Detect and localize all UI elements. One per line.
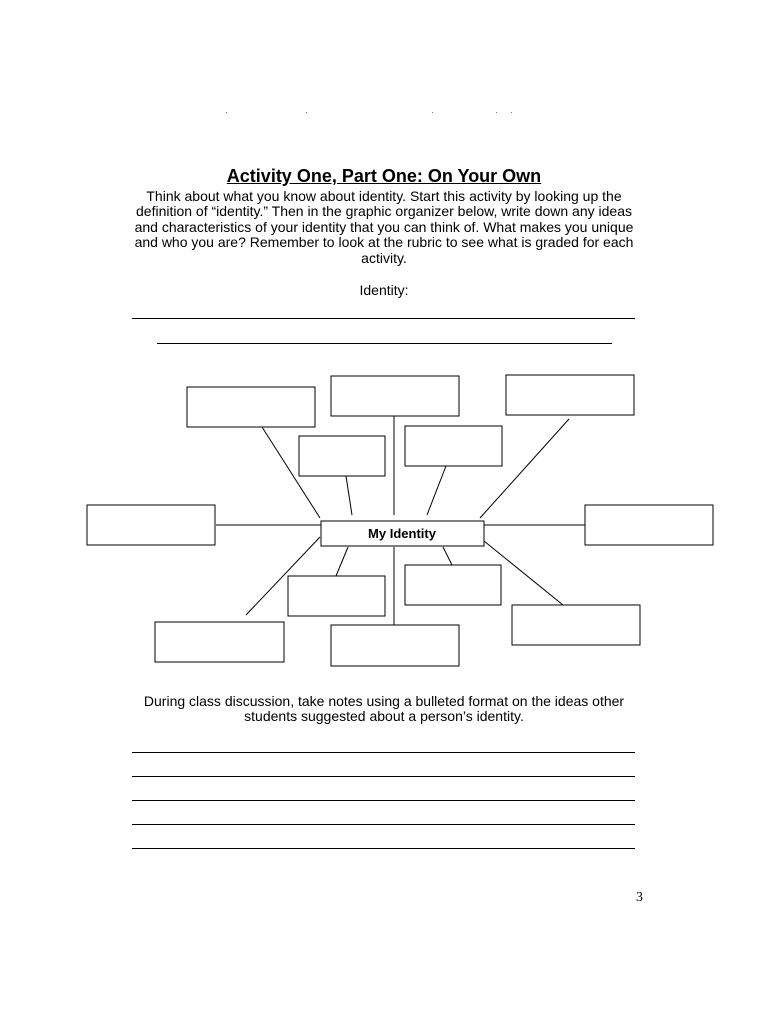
connector-line: [427, 466, 446, 515]
identity-label: Identity:: [359, 282, 409, 298]
connector-line: [346, 476, 352, 515]
identity-idea-box[interactable]: [299, 436, 385, 476]
notes-line[interactable]: [132, 752, 635, 753]
discussion-instructions: During class discussion, take notes using a bulleted format on the ideas other students suggested about a person’s identity.: [143, 693, 625, 725]
notes-line[interactable]: [132, 776, 635, 777]
identity-idea-box[interactable]: [405, 565, 501, 605]
notes-line[interactable]: [132, 824, 635, 825]
identity-idea-box[interactable]: [187, 387, 315, 427]
notes-line[interactable]: [132, 800, 635, 801]
identity-idea-box[interactable]: [87, 505, 215, 545]
identity-idea-box[interactable]: [288, 576, 385, 616]
notes-line[interactable]: [132, 848, 635, 849]
identity-idea-box[interactable]: [331, 625, 459, 666]
identity-idea-box[interactable]: [155, 622, 284, 662]
identity-idea-box[interactable]: [512, 605, 640, 645]
identity-idea-box[interactable]: [405, 426, 502, 466]
center-identity-label: My Identity: [368, 526, 436, 541]
activity-title: Activity One, Part One: On Your Own: [226, 166, 542, 186]
connector-line: [443, 547, 452, 565]
identity-idea-box[interactable]: [585, 505, 713, 545]
page-number: 3: [636, 890, 643, 905]
connector-line: [336, 547, 348, 576]
intro-paragraph: Think about what you know about identity. Start this activity by looking up the definition of “identity.” Then in the graphic organizer below, write down any ideas and characteristics of your identity that you can think of. What makes you unique and who you are? Remember to look at the rubric to see what is graded for each activity.: [134, 188, 634, 266]
identity-idea-box[interactable]: [506, 375, 634, 415]
identity-idea-box[interactable]: [331, 376, 459, 416]
